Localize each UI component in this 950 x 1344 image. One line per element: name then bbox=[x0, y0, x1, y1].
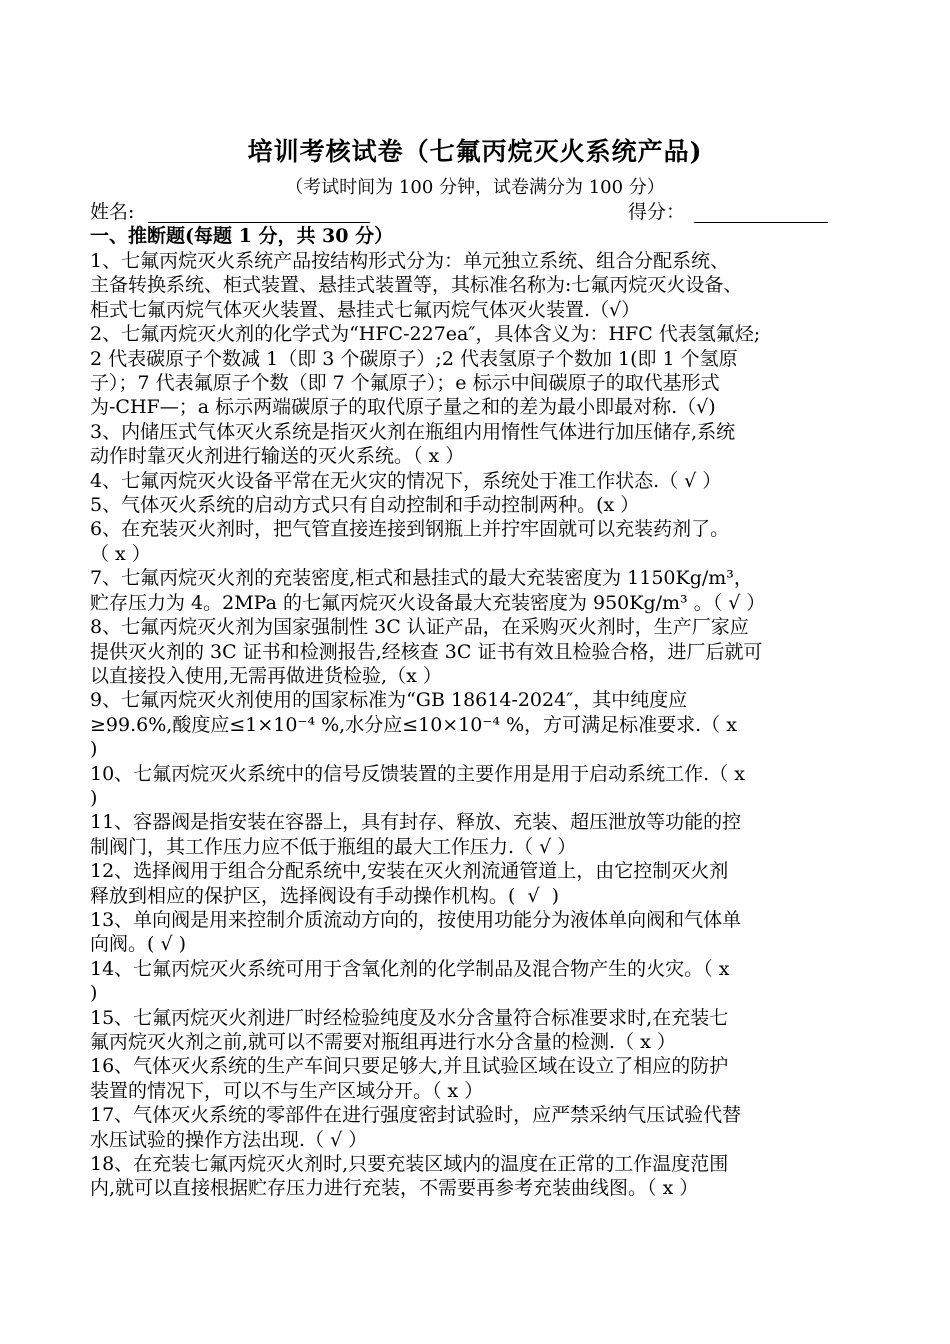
question-line: ) bbox=[90, 786, 98, 809]
question-line: 以直接投入使用,无需再做进货检验,（x ） bbox=[90, 664, 442, 687]
question-list bbox=[90, 249, 860, 1201]
question-line: 16、气体灭火系统的生产车间只要足够大,并且试验区域在设立了相应的防护 bbox=[90, 1055, 729, 1078]
question-line: 贮存压力为 4。2MPa 的七氟丙烷灭火设备最大充装密度为 950Kg/m³ 。（ √ ） bbox=[90, 591, 766, 614]
question-line: 4、七氟丙烷灭火设备平常在无火灾的情况下，系统处于准工作状态.（ √ ） bbox=[90, 469, 722, 492]
question-line: 2、七氟丙烷灭火剂的化学式为“HFC-227ea″，具体含义为：HFC 代表氢氟烃; bbox=[90, 323, 761, 346]
question-item bbox=[90, 908, 860, 957]
question-line: （ x ） bbox=[90, 542, 151, 565]
question-line: 7、七氟丙烷灭火剂的充装密度,柜式和悬挂式的最大充装密度为 1150Kg/m³， bbox=[90, 567, 753, 590]
question-line: 14、七氟丙烷灭火系统可用于含氧化剂的化学制品及混合物产生的火灾。（ x bbox=[90, 957, 730, 980]
page-title: 培训考核试卷（七氟丙烷灭火系统产品) bbox=[247, 137, 703, 166]
question-line: 主备转换系统、柜式装置、悬挂式装置等，其标准名称为:七氟丙烷灭火设备、 bbox=[90, 274, 743, 297]
question-item bbox=[90, 1054, 860, 1103]
question-line: 15、七氟丙烷灭火剂进厂时经检验纯度及水分含量符合标准要求时,在充装七 bbox=[90, 1006, 729, 1029]
question-line: 1、七氟丙烷灭火系统产品按结构形式分为：单元独立系统、组合分配系统、 bbox=[90, 250, 730, 272]
question-line: 为-CHF—；a 标示两端碳原子的取代原子量之和的差为最小即最对称.（√) bbox=[90, 396, 716, 419]
question-item bbox=[90, 615, 860, 688]
exam-info: （考试时间为 100 分钟，试卷满分为 100 分） bbox=[285, 177, 665, 198]
question-line: 2 代表碳原子个数减 1（即 3 个碳原子）;2 代表氢原子个数加 1(即 1 个氢原 bbox=[90, 347, 738, 370]
question-item bbox=[90, 688, 860, 761]
name-score-row bbox=[90, 200, 850, 224]
name-blank-line[interactable] bbox=[148, 222, 370, 223]
question-line: 6、在充装灭火剂时，把气管直接连接到钢瓶上并拧牢固就可以充装药剂了。 bbox=[90, 518, 730, 541]
question-item bbox=[90, 810, 860, 859]
score-blank-line[interactable] bbox=[694, 222, 828, 223]
question-item bbox=[90, 517, 860, 566]
question-line: 11、容器阀是指安装在容器上，具有封存、释放、充装、超压泄放等功能的控 bbox=[90, 811, 742, 834]
question-line: 提供灭火剂的 3C 证书和检测报告,经核查 3C 证书有效且检验合格，进厂后就可 bbox=[90, 640, 763, 663]
question-item bbox=[90, 469, 860, 493]
question-line: 内,就可以直接根据贮存压力进行充装，不需要再参考充装曲线图。（ x ） bbox=[90, 1177, 699, 1200]
question-line: 9、七氟丙烷灭火剂使用的国家标准为“GB 18614-2024″，其中纯度应 bbox=[90, 689, 688, 712]
question-item bbox=[90, 420, 860, 469]
question-item bbox=[90, 859, 860, 908]
question-line: 水压试验的操作方法出现.（ √ ） bbox=[90, 1128, 368, 1151]
question-item bbox=[90, 1006, 860, 1055]
question-line: 3、内储压式气体灭火系统是指灭火剂在瓶组内用惰性气体进行加压储存,系统 bbox=[90, 420, 736, 443]
question-line: 18、在充装七氟丙烷灭火剂时,只要充装区域内的温度在正常的工作温度范围 bbox=[90, 1153, 729, 1176]
question-line: 氟丙烷灭火剂之前,就可以不需要对瓶组再进行水分含量的检测.（ x ） bbox=[90, 1031, 676, 1053]
question-item bbox=[90, 957, 860, 1006]
question-line: 17、气体灭火系统的零部件在进行强度密封试验时，应严禁采纳气压试验代替 bbox=[90, 1104, 742, 1127]
question-item bbox=[90, 322, 860, 420]
question-line: 装置的情况下，可以不与生产区域分开。（ x ） bbox=[90, 1079, 484, 1102]
question-line: 柜式七氟丙烷气体灭火装置、悬挂式七氟丙烷气体灭火装置.（√） bbox=[90, 298, 641, 321]
question-item bbox=[90, 1152, 860, 1201]
question-line: 13、单向阀是用来控制介质流动方向的，按使用功能分为液体单向阀和气体单 bbox=[90, 908, 742, 931]
question-line: 10、七氟丙烷灭火系统中的信号反馈装置的主要作用是用于启动系统工作.（ x bbox=[90, 762, 745, 785]
question-line: 12、选择阀用于组合分配系统中,安装在灭火剂流通管道上，由它控制灭火剂 bbox=[90, 860, 729, 883]
question-line: 动作时靠灭火剂进行输送的灭火系统。（ x ） bbox=[90, 445, 465, 468]
question-line: 制阀门，其工作压力应不低于瓶组的最大工作压力.（ √ ） bbox=[90, 835, 577, 858]
name-label: 姓名: bbox=[90, 201, 135, 223]
question-item bbox=[90, 762, 860, 811]
question-item bbox=[90, 566, 860, 615]
question-line: 释放到相应的保护区，选择阀设有手动操作机构。( √ ) bbox=[90, 884, 560, 907]
question-line: 向阀。( √ ) bbox=[90, 933, 187, 956]
question-line: ) bbox=[90, 738, 98, 761]
question-item bbox=[90, 1103, 860, 1152]
question-line: 8、七氟丙烷灭火剂为国家强制性 3C 认证产品，在采购灭火剂时，生产厂家应 bbox=[90, 616, 749, 639]
section-title: 一、推断题(每题 1 分，共 30 分） bbox=[90, 225, 394, 247]
question-line: ) bbox=[90, 982, 98, 1005]
question-line: ≥99.6%,酸度应≤1×10⁻⁴ %,水分应≤10×10⁻⁴ %，方可满足标准要求.（ x bbox=[90, 713, 737, 736]
question-line: 子）；7 代表氟原子个数（即 7 个氟原子）；e 标示中间碳原子的取代基形式 bbox=[90, 372, 720, 395]
score-label: 得分： bbox=[628, 201, 686, 223]
question-item bbox=[90, 493, 860, 517]
question-item bbox=[90, 249, 860, 322]
question-line: 5、气体灭火系统的启动方式只有自动控制和手动控制两种。(x ） bbox=[90, 494, 640, 517]
